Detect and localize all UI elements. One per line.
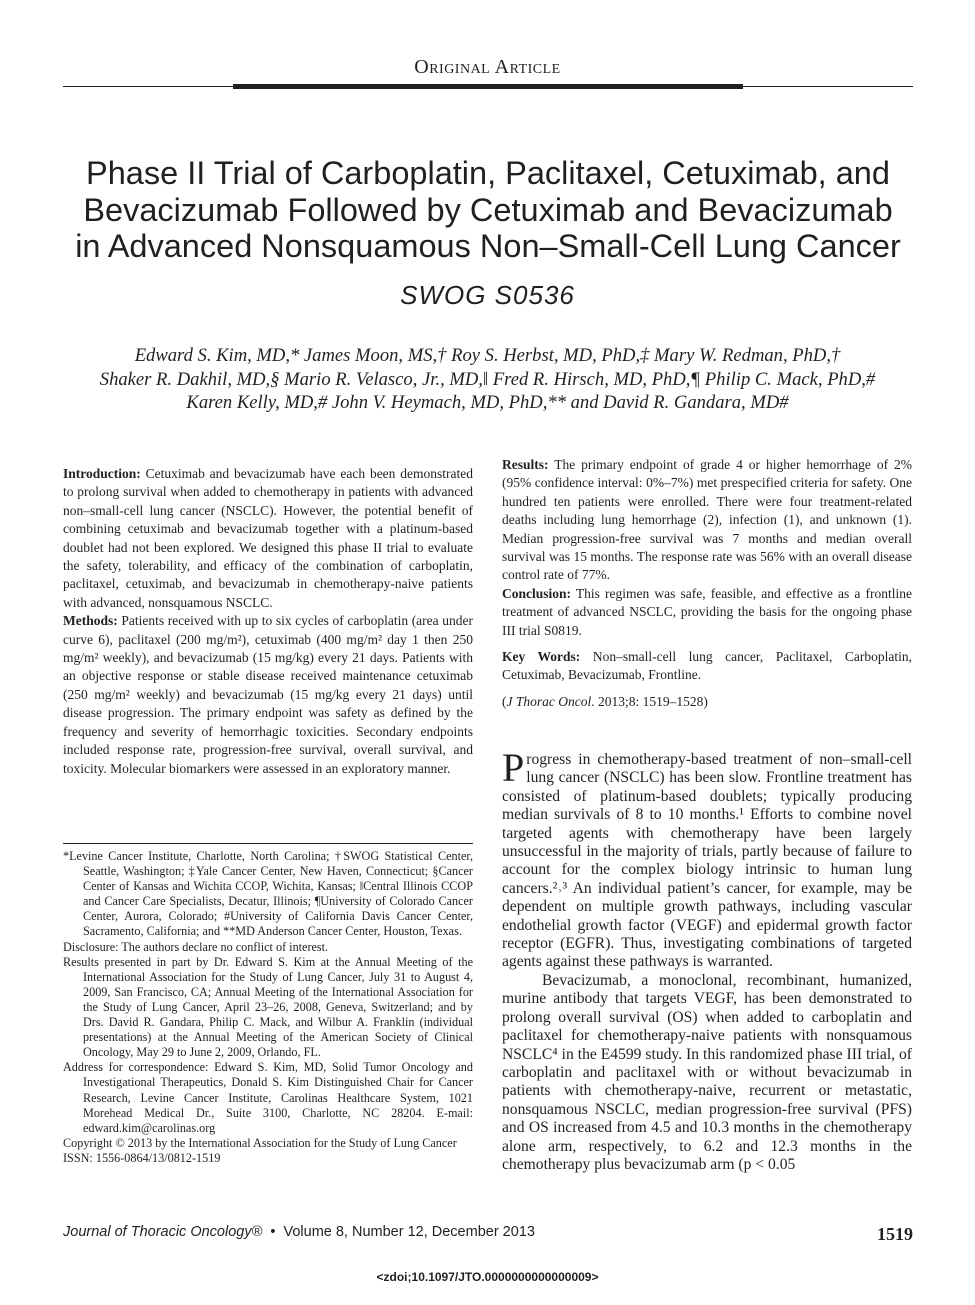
abstract-results: [502, 456, 912, 585]
citation-journal: J Thorac Oncol: [506, 693, 592, 709]
author-line: Edward S. Kim, MD,* James Moon, MS,† Roy S. Herbst, MD, PhD,‡ Mary W. Redman, PhD,†: [134, 345, 841, 366]
author-list: [40, 344, 935, 415]
abstract-introduction: [63, 465, 473, 612]
methods-label: Methods:: [63, 613, 118, 629]
drop-cap: P: [502, 745, 525, 790]
article-subtitle: SWOG S0536: [400, 280, 575, 310]
author-line: Shaker R. Dakhil, MD,§ Mario R. Velasco, Jr., MD,‖ Fred R. Hirsch, MD, PhD,¶ Philip C. Mack, PhD,#: [99, 368, 876, 390]
citation-rest: . 2013;8: 1519–1528): [591, 693, 708, 709]
footnote-disclosure: Disclosure: The authors declare no conflict of interest.: [63, 939, 329, 954]
doi-line: <zdoi;10.1097/JTO.0000000000000009>: [376, 1270, 599, 1284]
abstract-conclusion: [502, 585, 912, 640]
footnote-correspondence: Address for correspondence: Edward S. Kim, MD, Solid Tumor Oncology and Investigational Therapeutics, Donald S. Kim Distinguished Chair for Cancer Research, Levine Cancer Institute, Carolinas Healthcare System, 1021 Morehead Medical Dr., Suite 3100, Charlotte, NC 28204. E-mail: edward.kim@carolinas.org: [63, 1060, 473, 1135]
results-text: The primary endpoint of grade 4 or higher hemorrhage of 2% (95% confidence interval: 0%–7%) met prespecified criteria for safety. One hundred ten patients were enrolled. There were four treatment-related deaths including lung hemorrhage (2), infection (1), and unknown (1). Median progression-free survival was 7 months and median overall survival was 15 months. The response rate was 56% with an overall disease control rate of 77%.: [502, 457, 912, 583]
article-title: [60, 155, 916, 265]
footnotes: [63, 849, 473, 1166]
conclusion-label: Conclusion:: [502, 585, 572, 601]
results-label: Results:: [502, 457, 549, 472]
footnote-copyright: Copyright © 2013 by the International Association for the Study of Lung Cancer: [63, 1135, 457, 1150]
methods-text: Patients received with up to six cycles of carboplatin (area under curve 6), paclitaxel (200 mg/m²), cetuximab (400 mg/m² day 1 then 250 mg/m² weekly), and bevacizumab (15 mg/kg) every 21 days. Patients with an objective response or stable disease received maintenance cetuximab (250 mg/m² weekly) and bevacizumab (15 mg/kg every 21 days) until disease progression. The primary endpoint was safety as defined by the frequency and severity of hemorrhagic toxicities. Secondary endpoints included response rate, progression-free survival, overall survival, and toxicity. Molecular biomarkers were assessed in an exploratory manner.: [63, 613, 473, 776]
journal-name: Journal of Thoracic Oncology®: [63, 1224, 263, 1240]
conclusion-text: This regimen was safe, feasible, and effective as a frontline treatment of advanced NSCLC, providing the basis for the ongoing phase III trial S0819.: [502, 585, 912, 638]
citation: [502, 693, 912, 711]
title-line: in Advanced Nonsquamous Non–Small-Cell Lung Cancer: [75, 228, 901, 264]
footnote-issn: ISSN: 1556-0864/13/0812-1519: [63, 1150, 221, 1165]
citation-open: (: [502, 693, 507, 709]
title-line: Phase II Trial of Carboplatin, Paclitaxel, Cetuximab, and: [86, 155, 890, 191]
body-paragraph-1-text: rogress in chemotherapy-based treatment of non–small-cell lung cancer (NSCLC) has been slow. Frontline treatment has consisted of platinum-based doublets; typically producing median survivals of 8 to 10 months.¹ Efforts to combine novel targeted agents with chemotherapy have been largely unsuccessful in the majority of trials, partly because of failure to account for the complex biology intrinsic to human lung cancers.²˒³ An individual patient’s cancer, for example, may be dependent on multiple growth pathways, including vascular endothelial growth factor (VEGF) and epidermal growth factor receptor (EGFR). Thus, investigating combinations of targeted agents against these pathways is warranted.: [502, 751, 912, 971]
footnote-presented: Results presented in part by Dr. Edward S. Kim at the Annual Meeting of the International Association for the Study of Lung Cancer, July 31 to August 4, 2009, San Francisco, CA; Annual Meeting of the International Association for the Study of Lung Cancer, April 23–26, 2008, Geneva, Switzerland; and by Drs. David R. Gandara, Philip C. Mack, and Wilbur A. Franklin (individual presentations) at the Annual Meeting of the American Society of Clinical Oncology, May 29 to June 2, 2009, Orlando, FL.: [63, 954, 473, 1060]
journal-issue: • Volume 8, Number 12, December 2013: [262, 1224, 535, 1240]
footnote-affiliations: *Levine Cancer Institute, Charlotte, North Carolina; †SWOG Statistical Center, Seattle, Washington; ‡Yale Cancer Center, New Haven, Connecticut; §Cancer Center of Kansas and Wichita CCOP, Wichita, Kansas; ‖Central Illinois CCOP and Cancer Care Specialists, Decatur, Illinois; ¶University of Colorado Cancer Center, Aurora, Colorado; #University of California Davis Cancer Center, Sacramento, California; and **MD Anderson Cancer Center, Houston, Texas.: [63, 849, 473, 939]
footnote-rule: [63, 843, 473, 844]
abstract-left-column: [63, 465, 473, 778]
header-rule-thick: [233, 84, 743, 89]
title-line: Bevacizumab Followed by Cetuximab and Bevacizumab: [83, 191, 893, 228]
introduction-label: Introduction:: [63, 466, 141, 481]
abstract-keywords: [502, 648, 912, 685]
page-number: 1519: [877, 1224, 913, 1244]
footer-journal: [63, 1224, 535, 1240]
abstract-methods: [63, 612, 473, 778]
keywords-label: Key Words:: [502, 649, 581, 665]
keywords-text: Non–small-cell lung cancer, Paclitaxel, Carboplatin, Cetuximab, Bevacizumab, Frontline.: [502, 649, 912, 683]
author-line: Karen Kelly, MD,# John V. Heymach, MD, PhD,** and David R. Gandara, MD#: [186, 392, 789, 413]
body-paragraph: Bevacizumab, a monoclonal, recombinant, humanized, murine antibody that targets VEGF, has been demonstrated to prolong overall survival (OS) when added to carboplatin and paclitaxel for chemotherapy-naive patients with nonsquamous NSCLC⁴ in the E4599 study. In this randomized phase III trial, of carboplatin and paclitaxel with or without bevacizumab in patients with chemotherapy-naive, recurrent or metastatic, nonsquamous NSCLC, median progression-free survival (PFS) and OS increased from 4.5 and 10.3 months in the chemotherapy alone arm, respectively, to 6.2 and 12.3 months in the chemotherapy plus bevacizumab arm (p < 0.05: [502, 971, 912, 1173]
section-label: Original Article: [414, 56, 561, 78]
introduction-text: Cetuximab and bevacizumab have each been demonstrated to prolong survival when added to chemotherapy in patients with advanced non–small-cell lung cancer (NSCLC). However, the potential benefit of combining cetuximab and bevacizumab together with a platinum-based doublet had not been explored. We designed this phase II trial to evaluate the safety, tolerability, and efficacy of the combination of carboplatin, paclitaxel, cetuximab, and bevacizumab in chemotherapy-naive patients with advanced, nonsquamous NSCLC.: [63, 466, 473, 610]
body-text: [502, 745, 912, 1174]
body-paragraph: [502, 745, 912, 972]
abstract-right-column: [502, 456, 912, 711]
